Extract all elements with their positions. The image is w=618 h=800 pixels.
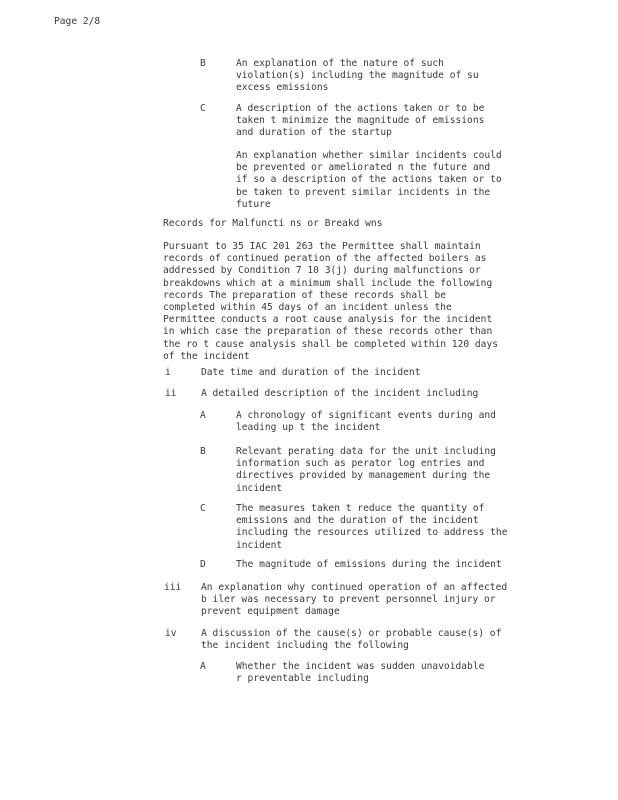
item-text: The magnitude of emissions during the incident: [236, 559, 502, 570]
item-label: i: [165, 367, 171, 378]
item-label: iv: [165, 628, 177, 639]
item-label: C: [200, 503, 206, 514]
item-label: D: [200, 559, 206, 570]
item-text: A description of the actions taken or to be taken t minimize the magnitude of emissions and duration of the startup: [236, 103, 485, 139]
item-label: A: [200, 410, 206, 421]
item-label: B: [200, 446, 206, 457]
item-text: A chronology of significant events during and leading up t the incident: [236, 410, 496, 434]
heading-text: Records for Malfuncti ns or Breakd wns: [163, 218, 383, 229]
paragraph-text: Pursuant to 35 IAC 201 263 the Permittee shall maintain records of continued peration of the affected boilers as addressed by Condition 7 10 3(j) during malfunctions or breakdowns which at a minimum shall include the following records The preparation of these records shall be completed within 45 days of an incident unless the Permittee conducts a root cause analysis for the incident in which case the preparation of these records other than the ro t cause analysis shall be completed within 120 days of the incident: [163, 241, 499, 362]
item-text: An explanation why continued operation of an affected b iler was necessary to prevent personnel injury or prevent equipment damage: [201, 582, 508, 618]
item-text: A detailed description of the incident including: [201, 388, 479, 399]
item-label: C: [200, 103, 206, 114]
item-label: A: [200, 661, 206, 672]
item-text: Date time and duration of the incident: [201, 367, 421, 378]
item-label: B: [200, 58, 206, 69]
item-text: An explanation whether similar incidents could be prevented or ameliorated n the future and if so a description of the actions taken or to be taken to prevent similar incidents in the future: [236, 150, 502, 210]
item-text: Relevant perating data for the unit including information such as perator log entries and directives provided by management during the incident: [236, 446, 496, 494]
page-number: Page 2/8: [54, 16, 101, 27]
item-label: iii: [164, 582, 182, 593]
item-text: An explanation of the nature of such violation(s) including the magnitude of su excess emissions: [236, 58, 479, 94]
item-text: Whether the incident was sudden unavoidable r preventable including: [236, 661, 485, 685]
item-label: ii: [165, 388, 177, 399]
item-text: A discussion of the cause(s) or probable cause(s) of the incident including the following: [201, 628, 502, 652]
item-text: The measures taken t reduce the quantity of emissions and the duration of the incident including the resources utilized to address the incident: [236, 503, 508, 551]
